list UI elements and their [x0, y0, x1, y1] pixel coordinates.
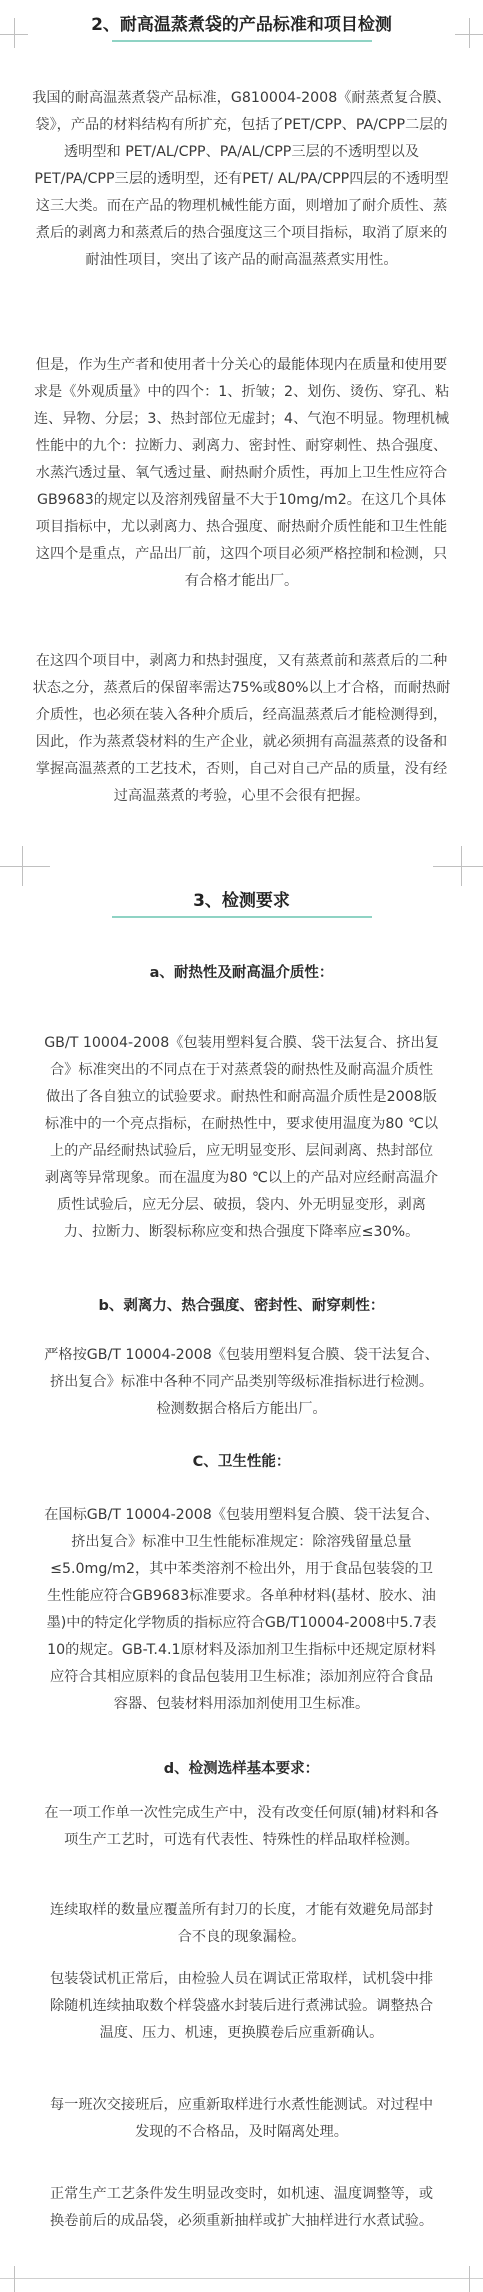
subsection-b-title: b、剥离力、热合强度、密封性、耐穿刺性： [98, 1298, 385, 1314]
subsection-d-paragraph-4: 每一班次交接班后，应重新取样进行水煮性能测试。对过程中发现的不合格品，及时隔离处理。 [49, 2097, 434, 2140]
subsection-a-title: a、耐热性及耐高温介质性： [149, 965, 334, 981]
subsection-d-paragraph-3: 包装袋试机正常后，由检验人员在调试正常取样，试机袋中排除随机连续抽取数个样袋盛水封装后进行煮沸试验。调整热合温度、压力、机速，更换膜卷后应重新确认。 [49, 1971, 434, 2041]
section-2-paragraph-2: 但是，作为生产者和使用者十分关心的最能体现内在质量和使用要求是《外观质量》中的四个：1、折皱；2、划伤、烫伤、穿孔、粘连、异物、分层；3、热封部位无虚封；4、气泡不明显。物理机械性能中的九个：拉断力、剥离力、密封性、耐穿刺性、热合强度、水蒸汽透过量、氧气透过量、耐热耐介质性，再加上卫生性应符合GB9683的规定以及溶剂残留量不大于10mg/m2。在这几个具体项目指标中，尤以剥离力、热合强度、耐热耐介质性能和卫生性能这四个是重点，产品出厂前，这四个项目必须严格控制和检测，只有合格才能出厂。 [33, 357, 450, 589]
crop-mark-mid-right [433, 866, 483, 867]
subsection-b-text: 严格按GB/T 10004-2008《包装用塑料复合膜、袋干法复合、挤出复合》标准中各种不同产品类别等级标准指标进行检测。检测数据合格后方能出厂。 [44, 1347, 439, 1417]
subsection-c-title: C、卫生性能： [192, 1454, 291, 1470]
section-3-title: 3、检测要求 [193, 891, 290, 911]
crop-mark-bottom-right-vertical [469, 2266, 470, 2292]
subsection-d-paragraph-2: 连续取样的数量应覆盖所有封刀的长度，才能有效避免局部封合不良的现象漏检。 [49, 1902, 434, 1945]
section-2-paragraph-3: 在这四个项目中，剥离力和热封强度，又有蒸煮前和蒸煮后的二种状态之分，蒸煮后的保留率需达75%或80%以上才合格，而耐热耐介质性，也必须在装入各种介质后，经高温蒸煮后才能检测得到，因此，作为蒸煮袋材料的生产企业，就必须拥有高温蒸煮的设备和掌握高温蒸煮的工艺技术，否则，自己对自己产品的质量，没有经过高温蒸煮的考验，心里不会很有把握。 [32, 653, 451, 804]
subsection-a-text: GB/T 10004-2008《包装用塑料复合膜、袋干法复合、挤出复合》标准突出的不同点在于对蒸煮袋的耐热性及耐高温介质性做出了各自独立的试验要求。耐热性和耐高温介质性是2008版标准中的一个亮点指标，在耐热性中，要求使用温度为80 ℃以上的产品经耐热试验后，应无明显变形、层间剥离、热封部位剥离等异常现象。而在温度为80 ℃以上的产品对应经耐高温介质性试验后，应无分层、破损，袋内、外无明显变形，剥离力、拉断力、断裂标称应变和热合强度下降率应≤30%。 [44, 1035, 439, 1240]
crop-mark-mid-left [0, 866, 50, 867]
crop-mark-bottom-left-vertical [14, 2266, 15, 2292]
crop-mark-mid-right-vertical [461, 846, 462, 886]
crop-mark-mid-left-vertical [22, 846, 23, 886]
subsection-c-text: 在国标GB/T 10004-2008《包装用塑料复合膜、袋干法复合、挤出复合》标准中卫生性能标准规定：除溶残留量总量≤5.0mg/m2，其中苯类溶剂不检出外，用于食品包装袋的卫生性能应符合GB9683标准要求。各单种材料(基材、胶水、油墨)中的特定化学物质的指标应符合GB/T10004-2008中5.7表10的规定。GB-T.4.1原材料及添加剂卫生指标中还规定原材料应符合其相应原料的食品包装用卫生标准；添加剂应符合食品容器、包装材料用添加剂使用卫生标准。 [44, 1507, 439, 1712]
section-2-paragraph-1: 我国的耐高温蒸煮袋产品标准，G810004-2008《耐蒸煮复合膜、袋》，产品的材料结构有所扩充，包括了PET/CPP、PA/CPP二层的透明型和 PET/AL/CPP、PA/AL/CPP三层的不透明型以及PET/PA/CPP三层的透明型，还有PET/ AL/PA/CPP四层的不透明型这三大类。而在产品的物理机械性能方面，则增加了耐介质性、蒸煮后的剥离力和蒸煮后的热合强度这三个项目指标，取消了原来的耐油性项目，突出了该产品的耐高温蒸煮实用性。 [32, 90, 451, 268]
subsection-d-title: d、检测选样基本要求： [163, 1761, 320, 1777]
section-2-title: 2、耐高温蒸煮袋的产品标准和项目检测 [91, 15, 392, 35]
bottom-rule [0, 2278, 483, 2279]
subsection-d-paragraph-1: 在一项工作单一次性完成生产中，没有改变任何原(辅)材料和各项生产工艺时，可选有代表性、特殊性的样品取样检测。 [44, 1805, 439, 1848]
section-2-underline [112, 40, 372, 42]
section-3-underline [112, 916, 372, 918]
subsection-d-paragraph-5: 正常生产工艺条件发生明显改变时，如机速、温度调整等，或换卷前后的成品袋，必须重新抽样或扩大抽样进行水煮试验。 [49, 2186, 434, 2229]
